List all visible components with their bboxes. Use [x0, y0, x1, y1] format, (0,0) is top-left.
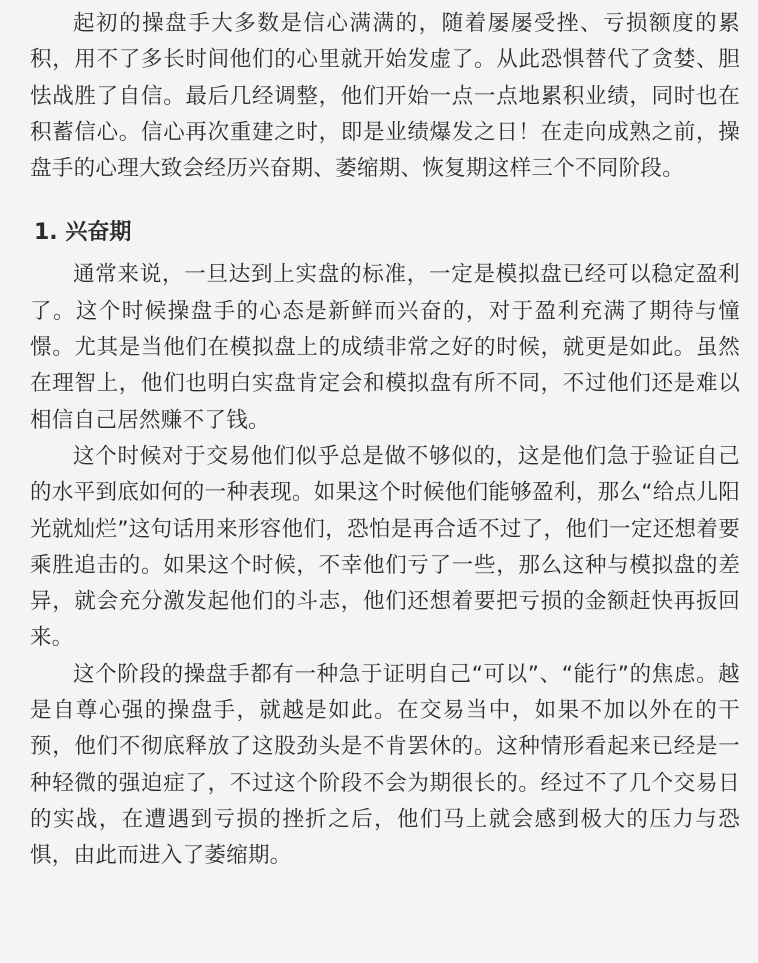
section-paragraph-2: 这个时候对于交易他们似乎总是做不够似的，这是他们急于验证自己的水平到底如何的一种表现。如果这个时候他们能够盈利，那么“给点儿阳光就灿烂”这句话用来形容他们，恐怕是再合适不过了，他们一定还想着要乘胜追击的。如果这个时候，不幸他们亏了一些，那么这种与模拟盘的差异，就会充分激发起他们的斗志，他们还想着要把亏损的金额赶快再扳回来。 — [30, 443, 740, 651]
section-heading: 1. 兴奋期 — [34, 220, 132, 246]
section-paragraph-1: 通常来说，一旦达到上实盘的标准，一定是模拟盘已经可以稳定盈利了。这个时候操盘手的心态是新鲜而兴奋的，对于盈利充满了期待与憧憬。尤其是当他们在模拟盘上的成绩非常之好的时候，就更是如此。虽然在理智上，他们也明白实盘肯定会和模拟盘有所不同，不过他们还是难以相信自己居然赚不了钱。 — [30, 262, 740, 433]
section-paragraph-3: 这个阶段的操盘手都有一种急于证明自己“可以”、“能行”的焦虑。越是自尊心强的操盘手，就越是如此。在交易当中，如果不加以外在的干预，他们不彻底释放了这股劲头是不肯罢休的。这种情形看起来已经是一种轻微的强迫症了，不过这个阶段不会为期很长的。经过不了几个交易日的实战，在遭遇到亏损的挫折之后，他们马上就会感到极大的压力与恐惧，由此而进入了萎缩期。 — [30, 661, 740, 869]
spacer — [30, 187, 740, 213]
intro-paragraph: 起初的操盘手大多数是信心满满的，随着屡屡受挫、亏损额度的累积，用不了多长时间他们的心里就开始发虚了。从此恐惧替代了贪婪、胆怯战胜了自信。最后几经调整，他们开始一点一点地累积业绩，同时也在积蓄信心。信心再次重建之时，即是业绩爆发之日！在走向成熟之前，操盘手的心理大致会经历兴奋期、萎缩期、恢复期这样三个不同阶段。 — [30, 11, 740, 182]
